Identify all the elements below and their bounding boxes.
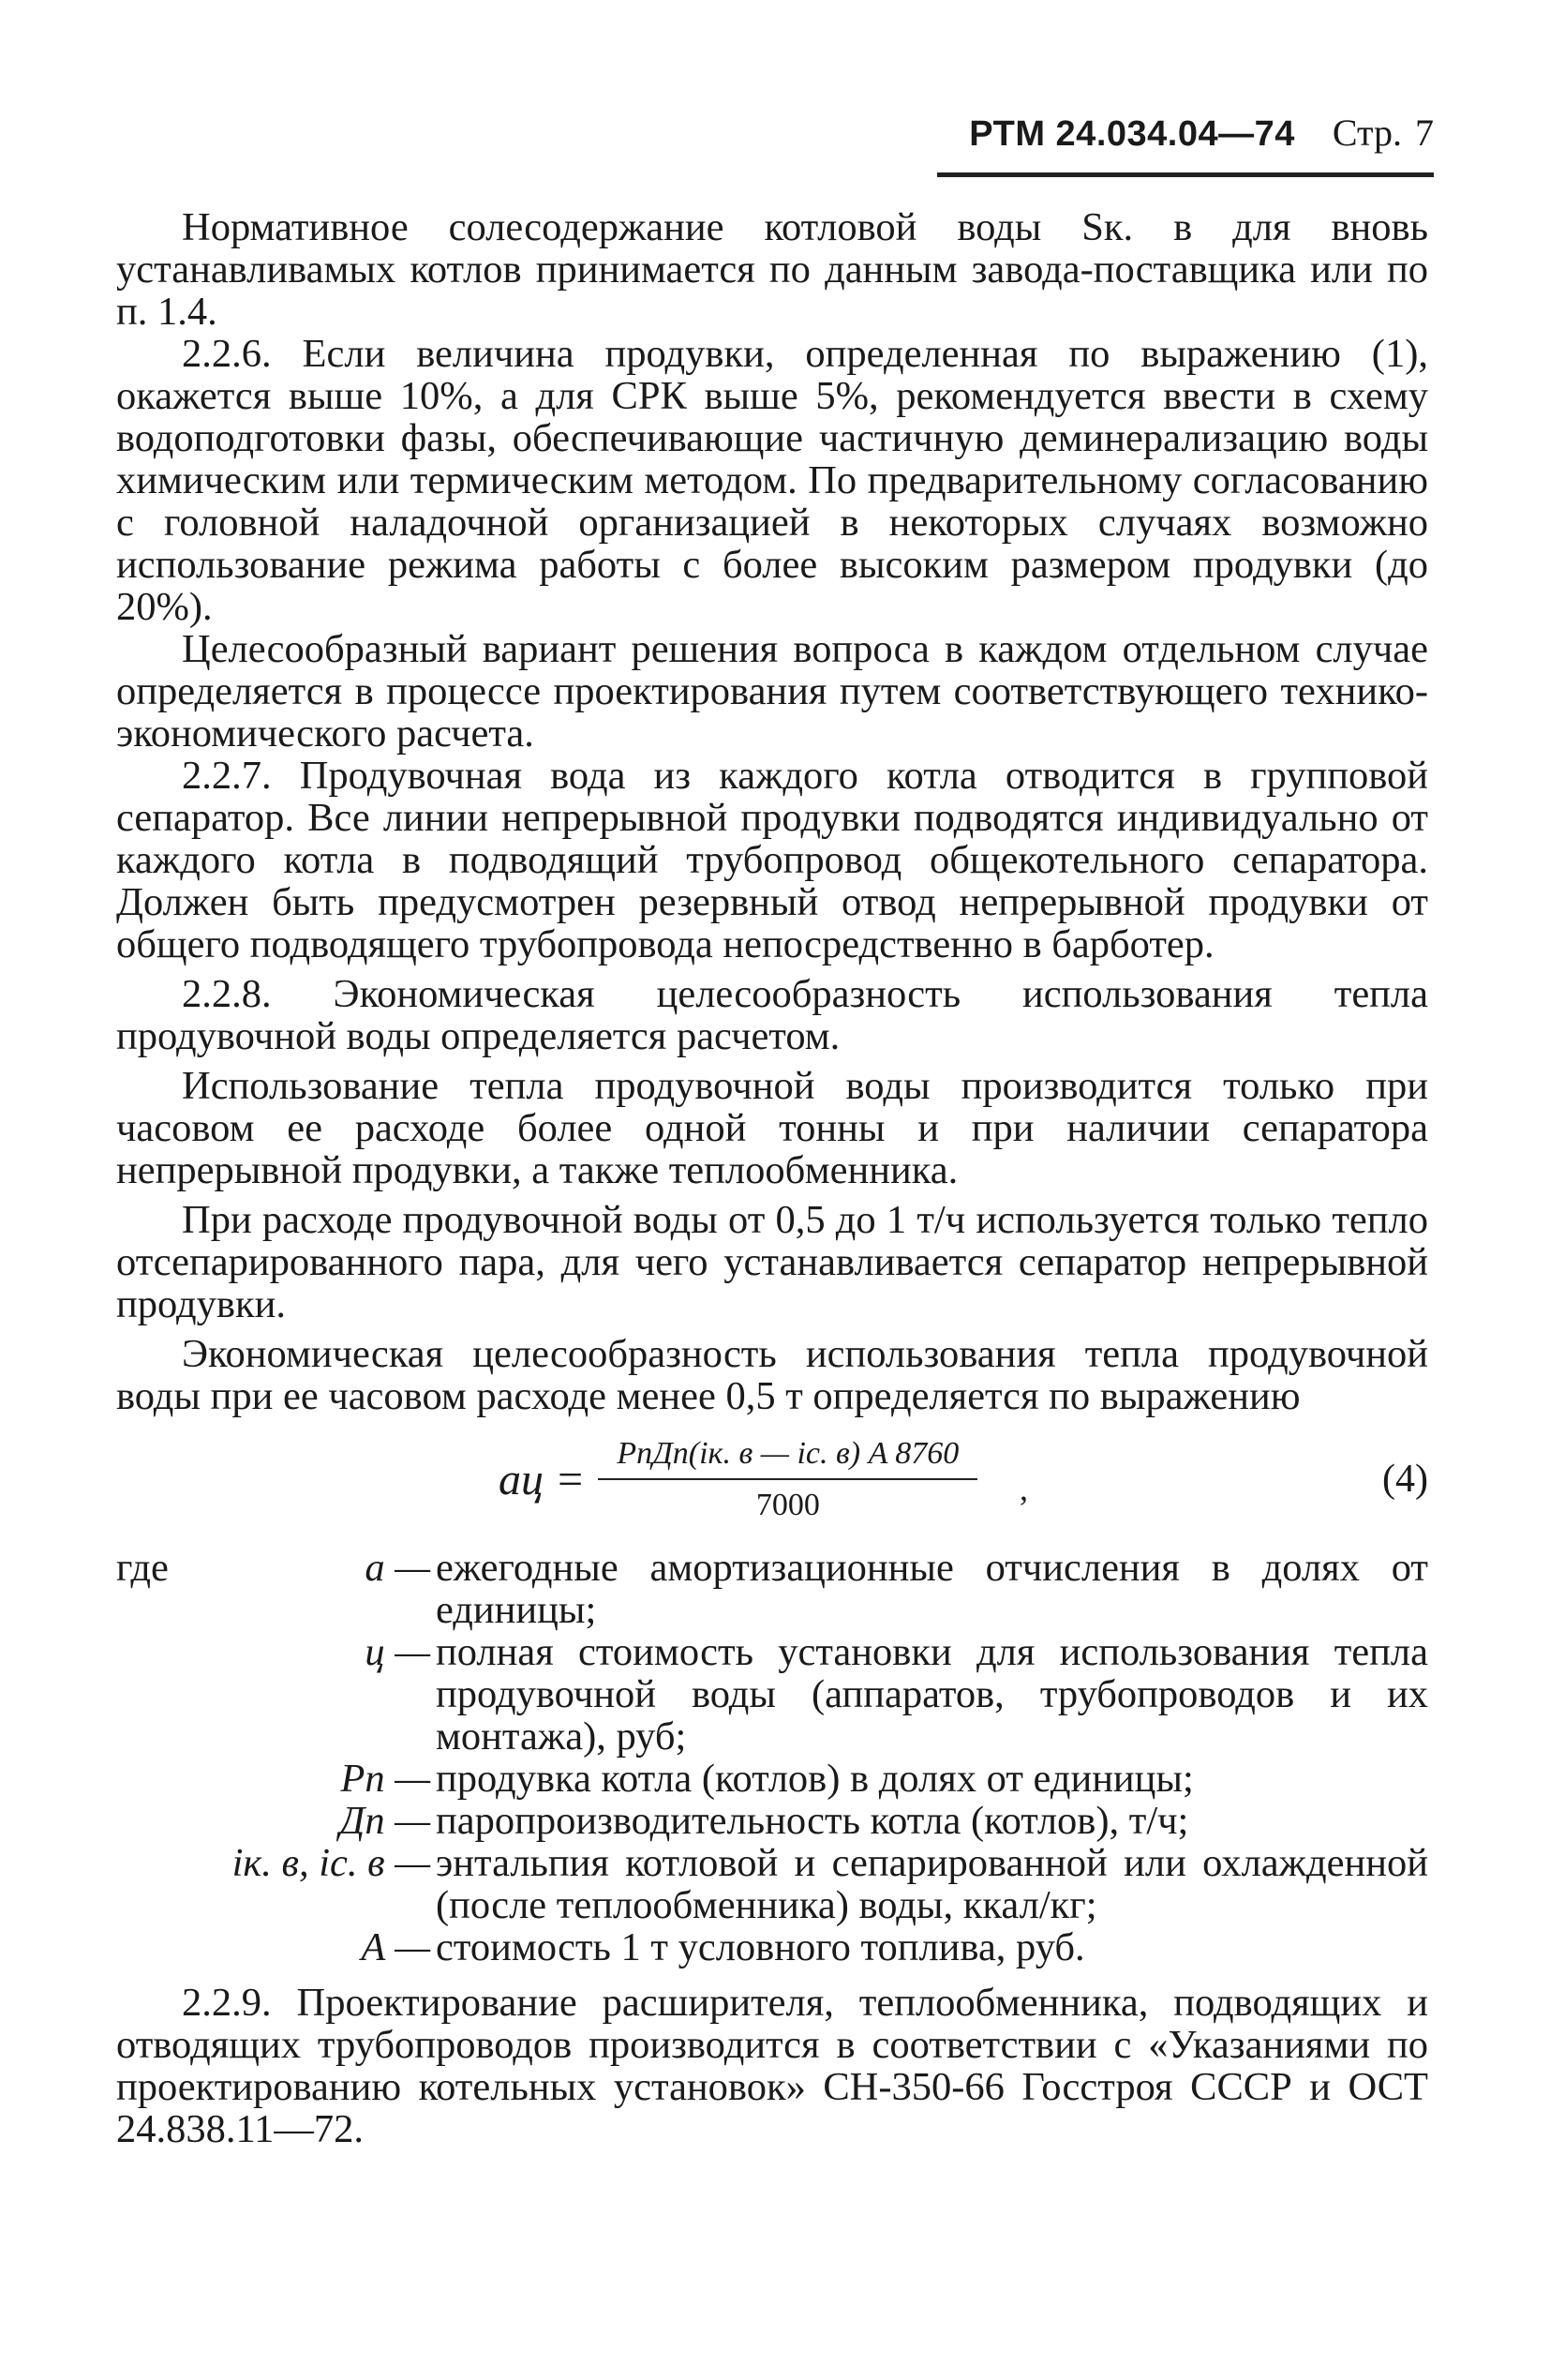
definition-symbol: а — (365, 1546, 430, 1590)
paragraph: 2.2.8. Экономическая целесообразность использования тепла продувочной воды определяется расчетом. (116, 972, 1428, 1058)
definition-item (116, 1631, 1428, 1758)
definition-text: ежегодные амортизационные отчисления в долях от единицы; (436, 1546, 1428, 1632)
paragraph: 2.2.6. Если величина продувки, определенная по выражению (1), окажется выше 10%, а для СРК выше 5%, рекомендуется ввести в схему водоподготовки фазы, обеспечивающие частичную деминерализацию воды химическим или термическим методом. По предварительному согласованию с головной наладочной организацией в некоторых случаях возможно использование режима работы с более высоким размером продувки (до 20%). (116, 332, 1428, 629)
formula (499, 1432, 977, 1526)
definition-item (116, 1547, 1428, 1631)
definition-item (116, 1800, 1428, 1842)
paragraph: 2.2.9. Проектирование расширителя, теплообменника, подводящих и отводящих трубопроводов производится в соответствии с «Указаниями по проектированию котельных установок» СН-350-66 Госстроя СССР и ОСТ 24.838.11—72. (116, 1981, 1428, 2151)
definition-item (116, 1758, 1428, 1800)
formula-block (116, 1427, 1428, 1541)
paragraph: При расходе продувочной воды от 0,5 до 1 т/ч используется только тепло отсепарированного пара, для чего устанавливается сепаратор непрерывной продувки. (116, 1198, 1428, 1326)
equation-number: (4) (1382, 1458, 1428, 1501)
page-number: 7 (1415, 112, 1434, 154)
paragraph: Нормативное солесодержание котловой воды Sк. в для вновь устанавливамых котлов принимается по данным завода-поставщика или по п. 1.4. (116, 205, 1428, 334)
definition-symbol: iк. в, iс. в — (231, 1841, 430, 1885)
definitions-list (116, 1547, 1428, 1968)
definition-symbol: Дп — (339, 1799, 430, 1843)
page-label: Стр. (1332, 112, 1402, 154)
paragraph: Использование тепла продувочной воды производится только при часовом ее расходе более одной тонны и при наличии сепаратора непрерывной продувки, а также теплообменника. (116, 1064, 1428, 1192)
definition-text: паропроизводительность котла (котлов), т/ч; (436, 1799, 1189, 1843)
document-body (116, 206, 1428, 2150)
formula-fraction (598, 1432, 977, 1526)
page-header (937, 111, 1434, 177)
definition-item (116, 1926, 1428, 1968)
formula-comma: , (1020, 1470, 1028, 1507)
paragraph: Экономическая целесообразность использования тепла продувочной воды при ее часовом расходе менее 0,5 т определяется по выражению (116, 1332, 1428, 1418)
definition-item (116, 1842, 1428, 1926)
formula-numerator: PпДп(iк. в — iс. в) A 8760 (598, 1432, 977, 1480)
paragraph: 2.2.7. Продувочная вода из каждого котла отводится в групповой сепаратор. Все линии непрерывной продувки подводятся индивидуально от каждого котла в подводящий трубопровод общекотельного сепаратора. Должен быть предусмотрен резервный отвод непрерывной продувки от общего подводящего трубопровода непосредственно в барботер. (116, 754, 1428, 966)
definition-text: продувка котла (котлов) в долях от единицы; (436, 1757, 1194, 1801)
where-label: где (116, 1546, 169, 1590)
definition-text: стоимость 1 т условного топлива, руб. (436, 1925, 1085, 1969)
definition-symbol: ц — (365, 1630, 430, 1674)
paragraph: Целесообразный вариант решения вопроса в каждом отдельном случае определяется в процессе проектирования путем соответствующего технико-экономического расчета. (116, 627, 1428, 756)
definition-symbol: A — (361, 1925, 430, 1969)
document-code: РТМ 24.034.04—74 (969, 114, 1295, 154)
definition-symbol: Pп — (340, 1757, 430, 1801)
definition-text: полная стоимость установки для использования тепла продувочной воды (аппаратов, трубопроводов и их монтажа), руб; (436, 1630, 1428, 1759)
formula-lhs: ац = (499, 1454, 586, 1504)
definition-text: энтальпия котловой и сепарированной или охлажденной (после теплообменника) воды, ккал/кг; (436, 1841, 1428, 1927)
formula-denominator: 7000 (755, 1488, 820, 1522)
